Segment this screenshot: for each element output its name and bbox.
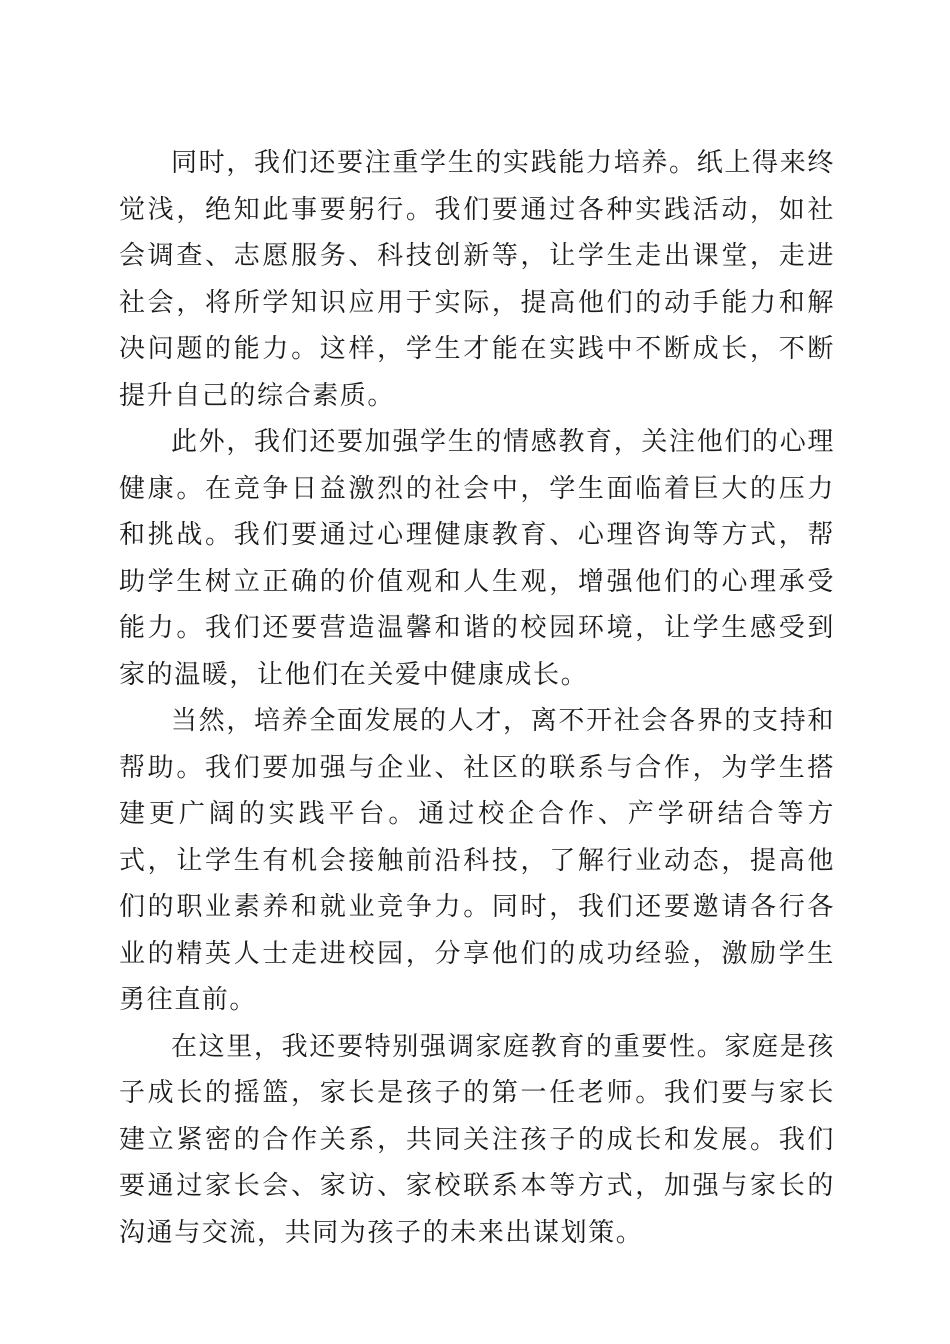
paragraph-family-education: 在这里，我还要特别强调家庭教育的重要性。家庭是孩子成长的摇篮，家长是孩子的第一任老师。我们要与家长建立紧密的合作关系，共同关注孩子的成长和发展。我们要通过家长会、家访、家校联系本等方式，加强与家长的沟通与交流，共同为孩子的未来出谋划策。 (119, 1031, 835, 1248)
document-body (119, 140, 835, 1256)
paragraph-emotional-education: 此外，我们还要加强学生的情感教育，关注他们的心理健康。在竞争日益激烈的社会中，学生面临着巨大的压力和挑战。我们要通过心理健康教育、心理咨询等方式，帮助学生树立正确的价值观和人生观，增强他们的心理承受能力。我们还要营造温馨和谐的校园环境，让学生感受到家的温暖，让他们在关爱中健康成长。 (119, 427, 835, 690)
paragraph-social-support: 当然，培养全面发展的人才，离不开社会各界的支持和帮助。我们要加强与企业、社区的联系与合作，为学生搭建更广阔的实践平台。通过校企合作、产学研结合等方式，让学生有机会接触前沿科技，了解行业动态，提高他们的职业素养和就业竞争力。同时，我们还要邀请各行各业的精英人士走进校园，分享他们的成功经验，激励学生勇往直前。 (119, 706, 835, 1015)
paragraph-practice-ability: 同时，我们还要注重学生的实践能力培养。纸上得来终觉浅，绝知此事要躬行。我们要通过各种实践活动，如社会调查、志愿服务、科技创新等，让学生走出课堂，走进社会，将所学知识应用于实际，提高他们的动手能力和解决问题的能力。这样，学生才能在实践中不断成长，不断提升自己的综合素质。 (119, 148, 835, 411)
